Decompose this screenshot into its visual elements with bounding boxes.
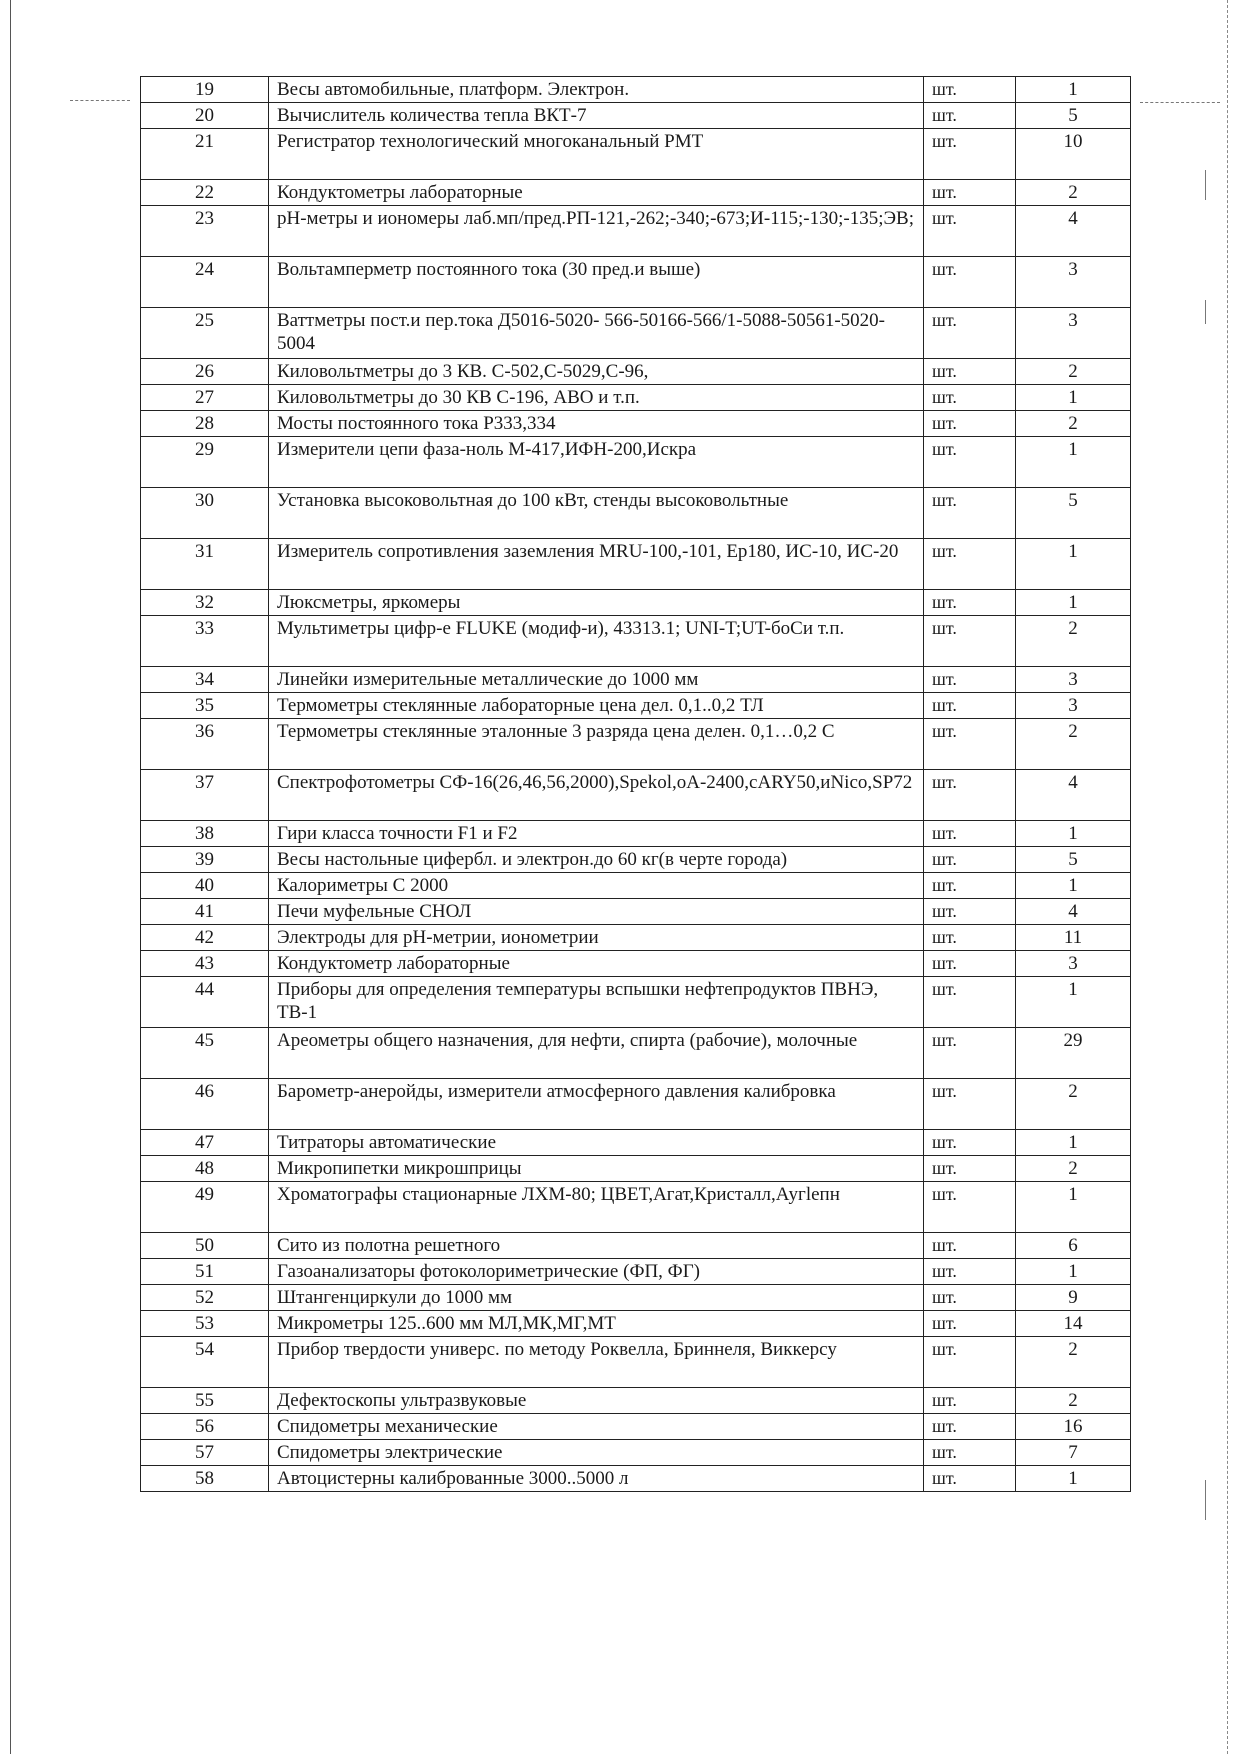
item-unit: шт.: [924, 257, 1016, 308]
item-unit: шт.: [924, 977, 1016, 1028]
item-name: Дефектоскопы ультразвуковые: [269, 1388, 924, 1414]
item-quantity: 1: [1016, 1466, 1131, 1492]
item-name: Установка высоковольтная до 100 кВт, стенды высоковольтные: [269, 488, 924, 539]
item-quantity: 1: [1016, 437, 1131, 488]
item-unit: шт.: [924, 1130, 1016, 1156]
row-number: 24: [141, 257, 269, 308]
item-unit: шт.: [924, 77, 1016, 103]
row-number: 44: [141, 977, 269, 1028]
item-unit: шт.: [924, 590, 1016, 616]
row-number: 46: [141, 1079, 269, 1130]
row-number: 45: [141, 1028, 269, 1079]
table-row: [141, 951, 1131, 977]
item-name: Весы настольные цифербл. и электрон.до 60 кг(в черте города): [269, 847, 924, 873]
item-unit: шт.: [924, 770, 1016, 821]
item-quantity: 4: [1016, 899, 1131, 925]
item-quantity: 2: [1016, 359, 1131, 385]
item-quantity: 1: [1016, 590, 1131, 616]
item-unit: шт.: [924, 488, 1016, 539]
table-row: [141, 1259, 1131, 1285]
table-row: [141, 1156, 1131, 1182]
item-quantity: 6: [1016, 1233, 1131, 1259]
item-unit: шт.: [924, 693, 1016, 719]
item-name: Кондуктометр лабораторные: [269, 951, 924, 977]
item-unit: шт.: [924, 1285, 1016, 1311]
row-number: 54: [141, 1337, 269, 1388]
item-name: Хроматографы стационарные ЛХМ-80; ЦВЕТ,Агат,Кристалл,Аугlепн: [269, 1182, 924, 1233]
item-quantity: 4: [1016, 770, 1131, 821]
table-row: [141, 359, 1131, 385]
row-number: 26: [141, 359, 269, 385]
row-number: 19: [141, 77, 269, 103]
item-name: Мосты постоянного тока Р333,334: [269, 411, 924, 437]
table-row: [141, 308, 1131, 359]
item-quantity: 2: [1016, 411, 1131, 437]
item-quantity: 1: [1016, 821, 1131, 847]
item-quantity: 1: [1016, 1259, 1131, 1285]
item-name: Термометры стеклянные эталонные 3 разряда цена делен. 0,1…0,2 С: [269, 719, 924, 770]
item-name: Люксметры, яркомеры: [269, 590, 924, 616]
item-quantity: 3: [1016, 951, 1131, 977]
item-unit: шт.: [924, 1259, 1016, 1285]
row-number: 47: [141, 1130, 269, 1156]
row-number: 25: [141, 308, 269, 359]
item-name: Микрометры 125..600 мм МЛ,МК,МГ,МТ: [269, 1311, 924, 1337]
item-unit: шт.: [924, 1466, 1016, 1492]
table-row: [141, 1028, 1131, 1079]
table-row: [141, 1079, 1131, 1130]
row-number: 49: [141, 1182, 269, 1233]
item-name: Газоанализаторы фотоколориметрические (ФП, ФГ): [269, 1259, 924, 1285]
row-number: 33: [141, 616, 269, 667]
item-quantity: 5: [1016, 103, 1131, 129]
item-quantity: 5: [1016, 847, 1131, 873]
item-quantity: 14: [1016, 1311, 1131, 1337]
table-row: [141, 488, 1131, 539]
table-row: [141, 1233, 1131, 1259]
item-name: Электроды для pH-метрии, ионометрии: [269, 925, 924, 951]
table-row: [141, 770, 1131, 821]
row-number: 38: [141, 821, 269, 847]
table-row: [141, 847, 1131, 873]
item-name: Измеритель сопротивления заземления MRU-100,-101, Ер180, ИС-10, ИС-20: [269, 539, 924, 590]
scan-artifact-mark: [1205, 300, 1206, 324]
scan-edge-right: [1226, 0, 1228, 1754]
scan-edge-left: [10, 0, 11, 1754]
equipment-table: [140, 76, 1131, 1492]
table-row: [141, 77, 1131, 103]
scan-artifact-mark: [1205, 1480, 1206, 1520]
item-quantity: 2: [1016, 180, 1131, 206]
table-row: [141, 437, 1131, 488]
table-row: [141, 411, 1131, 437]
table-row: [141, 539, 1131, 590]
table-row: [141, 385, 1131, 411]
row-number: 32: [141, 590, 269, 616]
item-name: Вольтамперметр постоянного тока (30 пред.и выше): [269, 257, 924, 308]
item-name: Печи муфельные СНОЛ: [269, 899, 924, 925]
item-unit: шт.: [924, 180, 1016, 206]
item-name: Кондуктометры лабораторные: [269, 180, 924, 206]
table-row: [141, 899, 1131, 925]
item-quantity: 1: [1016, 977, 1131, 1028]
item-unit: шт.: [924, 719, 1016, 770]
item-unit: шт.: [924, 1156, 1016, 1182]
item-quantity: 1: [1016, 77, 1131, 103]
item-quantity: 3: [1016, 693, 1131, 719]
item-name: Линейки измерительные металлические до 1000 мм: [269, 667, 924, 693]
item-quantity: 29: [1016, 1028, 1131, 1079]
item-unit: шт.: [924, 103, 1016, 129]
row-number: 28: [141, 411, 269, 437]
item-unit: шт.: [924, 616, 1016, 667]
table-row: [141, 1311, 1131, 1337]
row-number: 27: [141, 385, 269, 411]
item-quantity: 4: [1016, 206, 1131, 257]
table-row: [141, 693, 1131, 719]
item-name: Регистратор технологический многоканальный РМТ: [269, 129, 924, 180]
item-name: Спидометры механические: [269, 1414, 924, 1440]
scan-artifact-mark: [1140, 102, 1220, 104]
item-name: Барометр-анеройды, измерители атмосферного давления калибровка: [269, 1079, 924, 1130]
table-row: [141, 590, 1131, 616]
item-unit: шт.: [924, 437, 1016, 488]
item-unit: шт.: [924, 308, 1016, 359]
row-number: 42: [141, 925, 269, 951]
row-number: 51: [141, 1259, 269, 1285]
item-quantity: 10: [1016, 129, 1131, 180]
item-name: Приборы для определения температуры вспышки нефтепродуктов ПВНЭ, ТВ-1: [269, 977, 924, 1028]
item-unit: шт.: [924, 1182, 1016, 1233]
item-quantity: 2: [1016, 1337, 1131, 1388]
item-unit: шт.: [924, 951, 1016, 977]
item-name: Калориметры С 2000: [269, 873, 924, 899]
item-name: Спектрофотометры СФ-16(26,46,56,2000),Spekol,оА-2400,cARY50,иNico,SP72: [269, 770, 924, 821]
item-name: Микропипетки микрошприцы: [269, 1156, 924, 1182]
document-page: [140, 76, 1130, 1492]
item-name: Весы автомобильные, платформ. Электрон.: [269, 77, 924, 103]
item-quantity: 5: [1016, 488, 1131, 539]
item-unit: шт.: [924, 1388, 1016, 1414]
item-name: Измерители цепи фаза-ноль М-417,ИФН-200,Искра: [269, 437, 924, 488]
table-row: [141, 1440, 1131, 1466]
item-quantity: 16: [1016, 1414, 1131, 1440]
item-name: Титраторы автоматические: [269, 1130, 924, 1156]
item-quantity: 2: [1016, 1388, 1131, 1414]
item-unit: шт.: [924, 1233, 1016, 1259]
item-unit: шт.: [924, 899, 1016, 925]
row-number: 22: [141, 180, 269, 206]
row-number: 35: [141, 693, 269, 719]
item-name: Сито из полотна решетного: [269, 1233, 924, 1259]
item-unit: шт.: [924, 925, 1016, 951]
item-quantity: 2: [1016, 1079, 1131, 1130]
table-row: [141, 1182, 1131, 1233]
table-row: [141, 821, 1131, 847]
table-row: [141, 1466, 1131, 1492]
item-quantity: 2: [1016, 616, 1131, 667]
row-number: 52: [141, 1285, 269, 1311]
item-name: Киловольтметры до 30 КВ С-196, АВО и т.п.: [269, 385, 924, 411]
table-row: [141, 1130, 1131, 1156]
item-name: Термометры стеклянные лабораторные цена дел. 0,1..0,2 ТЛ: [269, 693, 924, 719]
table-row: [141, 925, 1131, 951]
row-number: 23: [141, 206, 269, 257]
row-number: 21: [141, 129, 269, 180]
item-name: Киловольтметры до 3 КВ. С-502,С-5029,С-96,: [269, 359, 924, 385]
table-row: [141, 257, 1131, 308]
table-row: [141, 667, 1131, 693]
item-unit: шт.: [924, 1414, 1016, 1440]
item-quantity: 3: [1016, 667, 1131, 693]
item-quantity: 3: [1016, 257, 1131, 308]
row-number: 40: [141, 873, 269, 899]
item-unit: шт.: [924, 129, 1016, 180]
scan-artifact-mark: [70, 100, 130, 102]
table-row: [141, 1337, 1131, 1388]
item-unit: шт.: [924, 359, 1016, 385]
table-row: [141, 180, 1131, 206]
row-number: 56: [141, 1414, 269, 1440]
item-name: Спидометры электрические: [269, 1440, 924, 1466]
item-unit: шт.: [924, 1440, 1016, 1466]
item-quantity: 3: [1016, 308, 1131, 359]
row-number: 55: [141, 1388, 269, 1414]
row-number: 20: [141, 103, 269, 129]
row-number: 41: [141, 899, 269, 925]
table-row: [141, 206, 1131, 257]
item-quantity: 9: [1016, 1285, 1131, 1311]
row-number: 37: [141, 770, 269, 821]
row-number: 58: [141, 1466, 269, 1492]
table-row: [141, 103, 1131, 129]
row-number: 50: [141, 1233, 269, 1259]
item-unit: шт.: [924, 667, 1016, 693]
item-name: Гири класса точности F1 и F2: [269, 821, 924, 847]
item-quantity: 2: [1016, 1156, 1131, 1182]
item-quantity: 2: [1016, 719, 1131, 770]
item-unit: шт.: [924, 1028, 1016, 1079]
item-quantity: 1: [1016, 873, 1131, 899]
row-number: 34: [141, 667, 269, 693]
item-unit: шт.: [924, 1079, 1016, 1130]
scan-artifact-mark: [1205, 170, 1206, 200]
item-unit: шт.: [924, 539, 1016, 590]
item-unit: шт.: [924, 847, 1016, 873]
row-number: 39: [141, 847, 269, 873]
item-quantity: 11: [1016, 925, 1131, 951]
table-row: [141, 1388, 1131, 1414]
item-name: Ваттметры пост.и пер.тока Д5016-5020- 566-50166-566/1-5088-50561-5020-5004: [269, 308, 924, 359]
item-name: Вычислитель количества тепла ВКТ-7: [269, 103, 924, 129]
row-number: 30: [141, 488, 269, 539]
table-row: [141, 1285, 1131, 1311]
row-number: 29: [141, 437, 269, 488]
item-unit: шт.: [924, 821, 1016, 847]
item-quantity: 1: [1016, 385, 1131, 411]
row-number: 36: [141, 719, 269, 770]
item-name: Автоцистерны калиброванные 3000..5000 л: [269, 1466, 924, 1492]
item-unit: шт.: [924, 206, 1016, 257]
item-unit: шт.: [924, 1311, 1016, 1337]
item-quantity: 7: [1016, 1440, 1131, 1466]
item-name: Ареометры общего назначения, для нефти, спирта (рабочие), молочные: [269, 1028, 924, 1079]
table-row: [141, 977, 1131, 1028]
item-quantity: 1: [1016, 1182, 1131, 1233]
row-number: 43: [141, 951, 269, 977]
item-name: Штангенциркули до 1000 мм: [269, 1285, 924, 1311]
table-row: [141, 873, 1131, 899]
item-unit: шт.: [924, 1337, 1016, 1388]
table-row: [141, 616, 1131, 667]
table-row: [141, 719, 1131, 770]
table-row: [141, 1414, 1131, 1440]
row-number: 57: [141, 1440, 269, 1466]
item-quantity: 1: [1016, 1130, 1131, 1156]
table-row: [141, 129, 1131, 180]
item-name: Мультиметры цифр-е FLUKE (модиф-и), 43313.1; UNI-T;UT-боСи т.п.: [269, 616, 924, 667]
item-name: pH-метры и иономеры лаб.мп/пред.РП-121,-262;-340;-673;И-115;-130;-135;ЭВ;: [269, 206, 924, 257]
item-unit: шт.: [924, 411, 1016, 437]
item-unit: шт.: [924, 873, 1016, 899]
equipment-table-body: [141, 77, 1131, 1492]
item-name: Прибор твердости универс. по методу Роквелла, Бриннеля, Виккерсу: [269, 1337, 924, 1388]
item-quantity: 1: [1016, 539, 1131, 590]
item-unit: шт.: [924, 385, 1016, 411]
row-number: 48: [141, 1156, 269, 1182]
row-number: 53: [141, 1311, 269, 1337]
row-number: 31: [141, 539, 269, 590]
